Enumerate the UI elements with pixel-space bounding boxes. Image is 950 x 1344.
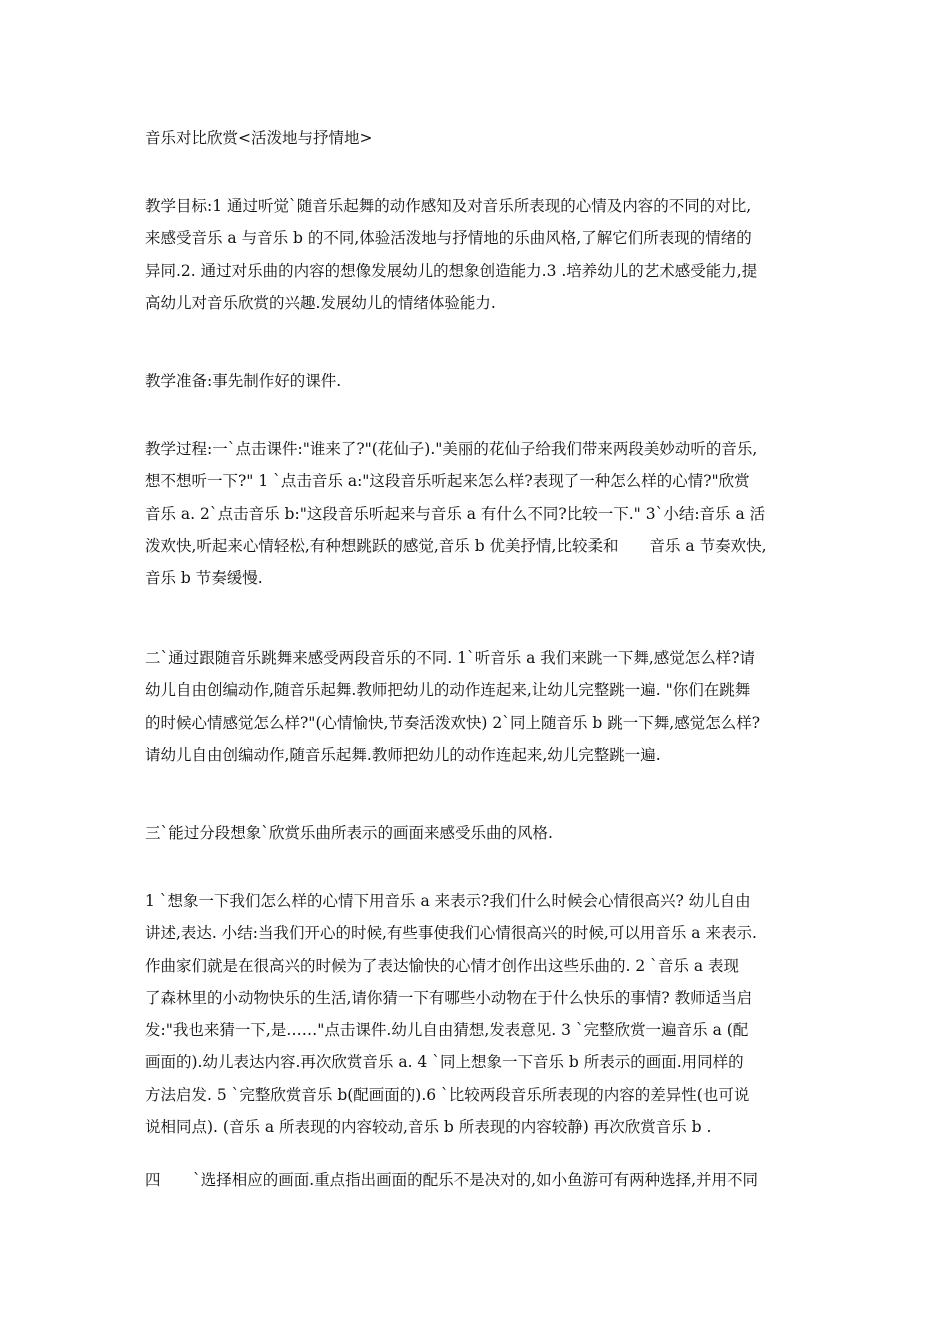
process-three-paragraph (145, 885, 810, 1143)
process-one-line: 想不想听一下?" 1 `点击音乐 a:"这段音乐听起来怎么样?表现了一种怎么样的心情?"欣赏 (145, 472, 750, 491)
preparation-paragraph (145, 365, 810, 397)
objectives-line: 来感受音乐 a 与音乐 b 的不同,体验活泼地与抒情地的乐曲风格,了解它们所表现的情绪的 (145, 229, 752, 248)
process-one-line: 音乐 a. 2`点击音乐 b:"这段音乐听起来与音乐 a 有什么不同?比较一下." 3`小结:音乐 a 活 (145, 504, 766, 523)
process-one-paragraph (145, 433, 810, 594)
document-title (145, 122, 810, 154)
process-three-line: 说相同点). (音乐 a 所表现的内容较动,音乐 b 所表现的内容较静) 再次欣赏音乐 b . (145, 1118, 712, 1137)
process-one-line: 音乐 b 节奏缓慢. (145, 569, 263, 588)
objectives-paragraph (145, 190, 810, 319)
process-four-line (145, 1164, 810, 1196)
process-three-heading (145, 817, 810, 849)
objectives-line: 高幼儿对音乐欣赏的兴趣.发展幼儿的情绪体验能力. (145, 293, 496, 312)
process-two-paragraph (145, 642, 810, 771)
process-two-line: 的时候心情感觉怎么样?"(心情愉快,节奏活泼欢快) 2`同上随音乐 b 跳一下舞,感觉怎么样? (145, 713, 761, 732)
process-three-line: 画面的).幼儿表达内容.再次欣赏音乐 a. 4 `同上想象一下音乐 b 所表示的画面.用同样的 (145, 1053, 744, 1072)
process-four-number: 四 (145, 1171, 161, 1189)
process-three-heading-text: 三`能过分段想象`欣赏乐曲所表示的画面来感受乐曲的风格. (145, 824, 553, 842)
process-three-line: 讲述,表达. 小结:当我们开心的时候,有些事使我们心情很高兴的时候,可以用音乐 a 来表示. (145, 924, 757, 943)
process-one-line: 泼欢快,听起来心情轻松,有种想跳跃的感觉,音乐 b 优美抒情,比较柔和 音乐 a 节奏欢快, (145, 536, 767, 555)
process-three-line: 作曲家们就是在很高兴的时候为了表达愉快的心情才创作出这些乐曲的. 2 `音乐 a 表现 (145, 956, 739, 975)
process-two-line: 二`通过跟随音乐跳舞来感受两段音乐的不同. 1`听音乐 a 我们来跳一下舞,感觉怎么样?请 (145, 649, 756, 667)
preparation-text: 教学准备:事先制作好的课件. (145, 372, 342, 390)
process-two-line: 幼儿自由创编动作,随音乐起舞.教师把幼儿的动作连起来,让幼儿完整跳一遍. "你们在跳舞 (145, 681, 751, 700)
process-one-line: 教学过程:一`点击课件:"谁来了?"(花仙子)."美丽的花仙子给我们带来两段美妙动听的音乐, (145, 440, 758, 458)
process-three-line: 发:"我也来猜一下,是……"点击课件.幼儿自由猜想,发表意见. 3 `完整欣赏一遍音乐 a (配 (145, 1021, 749, 1040)
process-three-line: 方法启发. 5 `完整欣赏音乐 b(配画面的).6 `比较两段音乐所表现的内容的差异性(也可说 (145, 1085, 750, 1104)
process-two-line: 请幼儿自由创编动作,随音乐起舞.教师把幼儿的动作连起来,幼儿完整跳一遍. (145, 745, 661, 764)
title-text: 音乐对比欣赏<活泼地与抒情地> (145, 129, 373, 147)
objectives-line: 异同.2. 通过对乐曲的内容的想像发展幼儿的想象创造能力.3 .培养幼儿的艺术感受能力,提 (145, 261, 758, 280)
process-four-text: `选择相应的画面.重点指出画面的配乐不是决对的,如小鱼游可有两种选择,并用不同 (193, 1171, 759, 1189)
objectives-line: 教学目标:1 通过听觉`随音乐起舞的动作感知及对音乐所表现的心情及内容的不同的对比, (145, 197, 752, 215)
process-three-line: 1 `想象一下我们怎么样的心情下用音乐 a 来表示?我们什么时候会心情很高兴? 幼儿自由 (145, 892, 751, 910)
process-three-line: 了森林里的小动物快乐的生活,请你猜一下有哪些小动物在于什么快乐的事情? 教师适当启 (145, 988, 753, 1007)
